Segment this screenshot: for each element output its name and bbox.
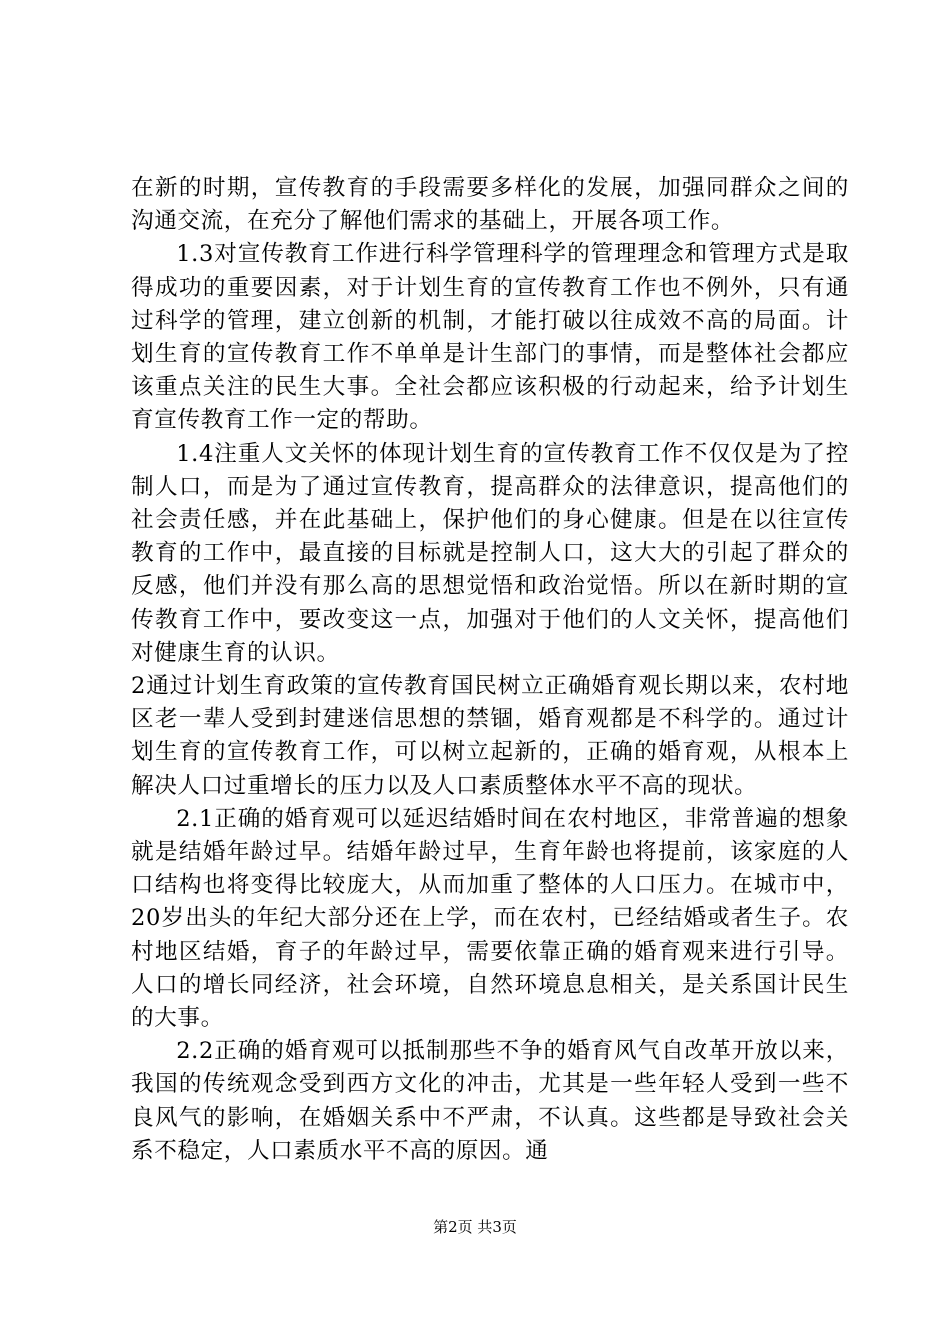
paragraph-continuation: 在新的时期，宣传教育的手段需要多样化的发展，加强同群众之间的沟通交流，在充分了解他们需求的基础上，开展各项工作。: [131, 175, 849, 235]
paragraph-section-1-4: 1.4注重人文关怀的体现计划生育的宣传教育工作不仅仅是为了控制人口，而是为了通过宣传教育，提高群众的法律意识，提高他们的社会责任感，并在此基础上，保护他们的身心健康。但是在以往宣传教育的工作中，最直接的目标就是控制人口，这大大的引起了群众的反感，他们并没有那么高的思想觉悟和政治觉悟。所以在新时期的宣传教育工作中，要改变这一点，加强对于他们的人文关怀，提高他们对健康生育的认识。: [131, 440, 849, 666]
paragraph-section-2-1: 2.1正确的婚育观可以延迟结婚时间在农村地区，非常普遍的想象就是结婚年龄过早。结婚年龄过早，生育年龄也将提前，该家庭的人口结构也将变得比较庞大，从而加重了整体的人口压力。在城市中，20岁出头的年纪大部分还在上学，而在农村，已经结婚或者生子。农村地区结婚，育子的年龄过早，需要依靠正确的婚育观来进行引导。人口的增长同经济，社会环境，自然环境息息相关，是关系国计民生的大事。: [131, 805, 849, 1032]
body-text: [131, 172, 849, 1168]
page-number-footer: 第2页 共3页: [433, 1218, 517, 1236]
paragraph-section-2-2: 2.2正确的婚育观可以抵制那些不争的婚育风气自改革开放以来，我国的传统观念受到西方文化的冲击，尤其是一些年轻人受到一些不良风气的影响，在婚姻关系中不严肃，不认真。这些都是导致社会关系不稳定，人口素质水平不高的原因。通: [131, 1038, 849, 1164]
paragraph-section-1-3: 1.3对宣传教育工作进行科学管理科学的管理理念和管理方式是取得成功的重要因素，对于计划生育的宣传教育工作也不例外，只有通过科学的管理，建立创新的机制，才能打破以往成效不高的局面。计划生育的宣传教育工作不单单是计生部门的事情，而是整体社会都应该重点关注的民生大事。全社会都应该积极的行动起来，给予计划生育宣传教育工作一定的帮助。: [131, 241, 849, 434]
paragraph-section-2: 2通过计划生育政策的宣传教育国民树立正确婚育观长期以来，农村地区老一辈人受到封建迷信思想的禁锢，婚育观都是不科学的。通过计划生育的宣传教育工作，可以树立起新的，正确的婚育观，从根本上解决人口过重增长的压力以及人口素质整体水平不高的现状。: [131, 673, 849, 799]
